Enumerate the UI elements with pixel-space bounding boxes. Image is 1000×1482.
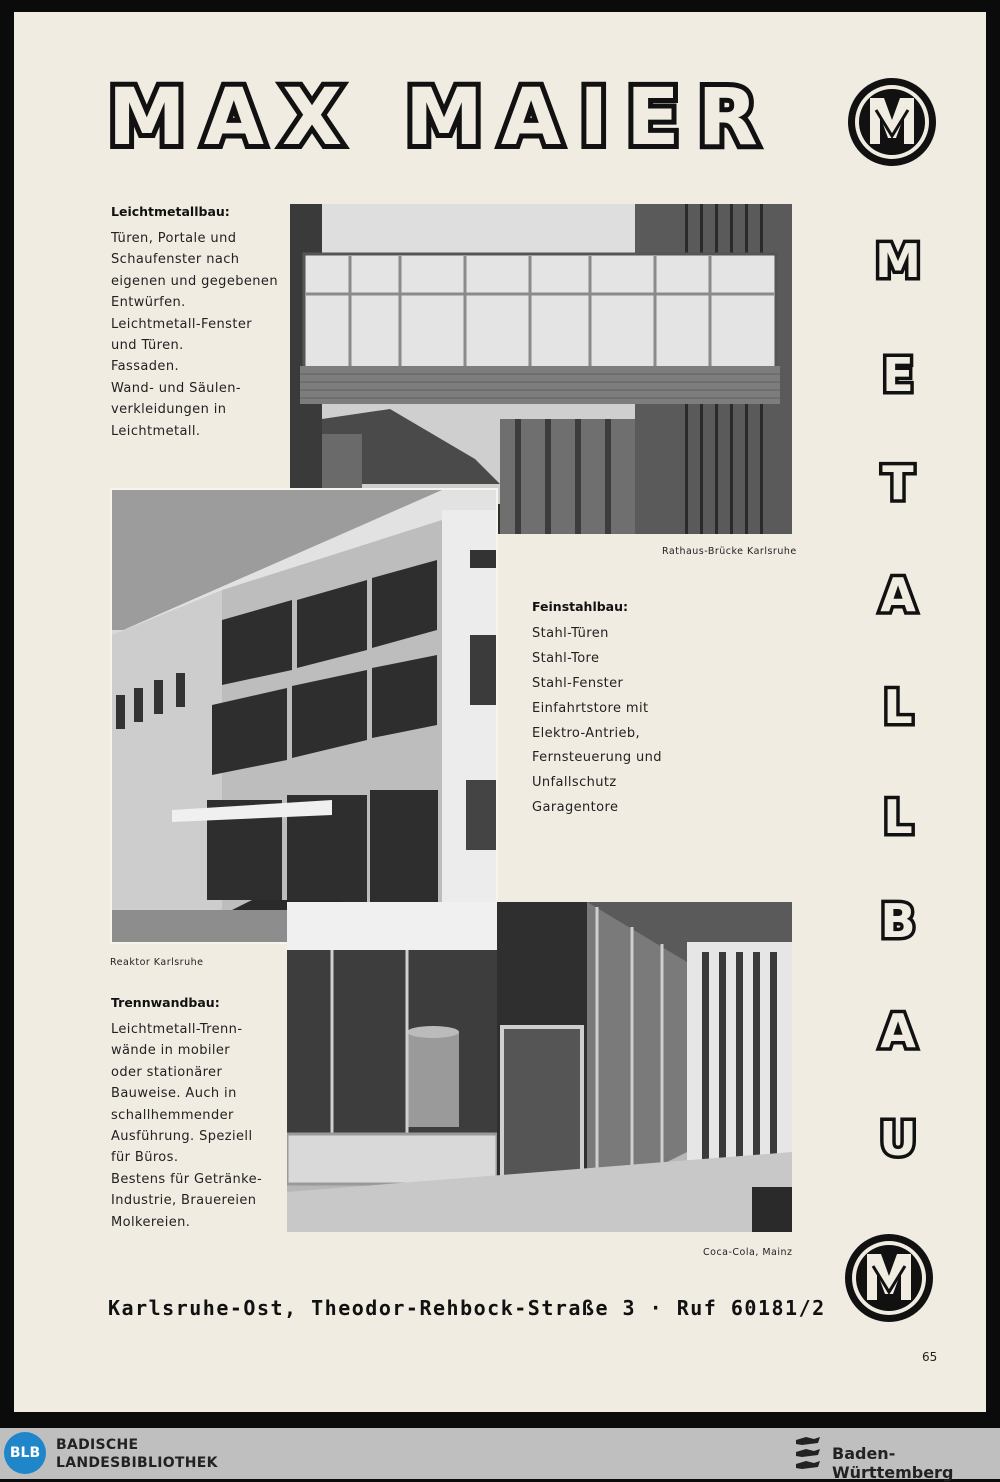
section-heading-trennwandbau: Trennwandbau: bbox=[111, 995, 220, 1010]
text-line: Elektro-Antrieb, bbox=[532, 725, 641, 741]
text-line: Fernsteuerung und bbox=[532, 750, 662, 766]
text-line: Entwürfen. bbox=[111, 295, 186, 311]
text-line: Schaufenster nach bbox=[111, 252, 240, 268]
section-text-leichtmetallbau bbox=[111, 228, 278, 442]
blb-logo-icon[interactable]: BLB bbox=[4, 1432, 46, 1474]
text-line: und Türen. bbox=[111, 337, 184, 353]
vertical-letter: A bbox=[880, 568, 916, 622]
text-line: Unfallschutz bbox=[532, 775, 617, 791]
text-line: Bauweise. Auch in bbox=[111, 1086, 237, 1102]
text-line: Stahl-Tore bbox=[532, 650, 600, 666]
text-line: Bestens für Getränke- bbox=[111, 1171, 263, 1187]
caption-photo3: Coca-Cola, Mainz bbox=[703, 1247, 793, 1258]
text-line: Fassaden. bbox=[111, 359, 179, 375]
text-line: Türen, Portale und bbox=[111, 231, 237, 246]
text-line: Wand- und Säulen- bbox=[111, 380, 241, 396]
mm-logo-icon bbox=[846, 76, 938, 168]
baden-wuerttemberg-lions-icon bbox=[792, 1434, 824, 1474]
text-line: schallhemmender bbox=[111, 1107, 234, 1123]
text-line: eigenen und gegebenen bbox=[111, 273, 278, 289]
text-line: Industrie, Brauereien bbox=[111, 1193, 257, 1209]
text-line: oder stationärer bbox=[111, 1064, 223, 1080]
vertical-letter: M bbox=[875, 234, 921, 288]
vertical-letter: L bbox=[883, 790, 913, 844]
text-line: Leichtmetall. bbox=[111, 423, 201, 439]
section-heading-leichtmetallbau: Leichtmetallbau: bbox=[111, 204, 230, 219]
section-text-trennwandbau bbox=[111, 1019, 262, 1233]
state-label[interactable]: Baden-Württemberg bbox=[832, 1444, 954, 1482]
photo-coca-cola bbox=[287, 902, 792, 1232]
text-line: für Büros. bbox=[111, 1150, 179, 1166]
photo-rathaus-bruecke bbox=[290, 204, 792, 534]
text-line: Garagentore bbox=[532, 800, 619, 816]
blb-name-line1: BADISCHE bbox=[56, 1437, 139, 1453]
caption-photo2: Reaktor Karlsruhe bbox=[110, 957, 204, 968]
page-title: MAX MAIER bbox=[108, 73, 776, 163]
text-line: Stahl-Fenster bbox=[532, 675, 624, 691]
footer-bar bbox=[0, 1428, 1000, 1482]
page-number: 65 bbox=[922, 1350, 938, 1364]
text-line: Einfahrtstore mit bbox=[532, 700, 649, 716]
text-line: Stahl-Türen bbox=[532, 626, 609, 641]
section-text-feinstahlbau bbox=[532, 622, 662, 821]
text-line: Leichtmetall-Fenster bbox=[111, 316, 252, 332]
vertical-letter: L bbox=[883, 680, 913, 734]
mm-logo-icon bbox=[843, 1232, 935, 1324]
text-line: verkleidungen in bbox=[111, 402, 227, 418]
blb-name-line2: LANDESBIBLIOTHEK bbox=[56, 1455, 218, 1471]
text-line: Ausführung. Speziell bbox=[111, 1128, 253, 1144]
company-address: Karlsruhe-Ost, Theodor-Rehbock-Straße 3 · Ruf 60181/2 bbox=[108, 1296, 826, 1320]
caption-photo1: Rathaus-Brücke Karlsruhe bbox=[662, 546, 797, 557]
vertical-letter: T bbox=[882, 456, 914, 510]
vertical-letter: B bbox=[880, 894, 916, 948]
text-line: wände in mobiler bbox=[111, 1043, 231, 1059]
vertical-letter: E bbox=[882, 348, 914, 402]
section-heading-feinstahlbau: Feinstahlbau: bbox=[532, 599, 629, 614]
photo-reaktor bbox=[110, 488, 498, 944]
text-line: Leichtmetall-Trenn- bbox=[111, 1022, 243, 1037]
vertical-letter: U bbox=[879, 1112, 917, 1166]
text-line: Molkereien. bbox=[111, 1214, 191, 1230]
vertical-letter: A bbox=[880, 1004, 916, 1058]
